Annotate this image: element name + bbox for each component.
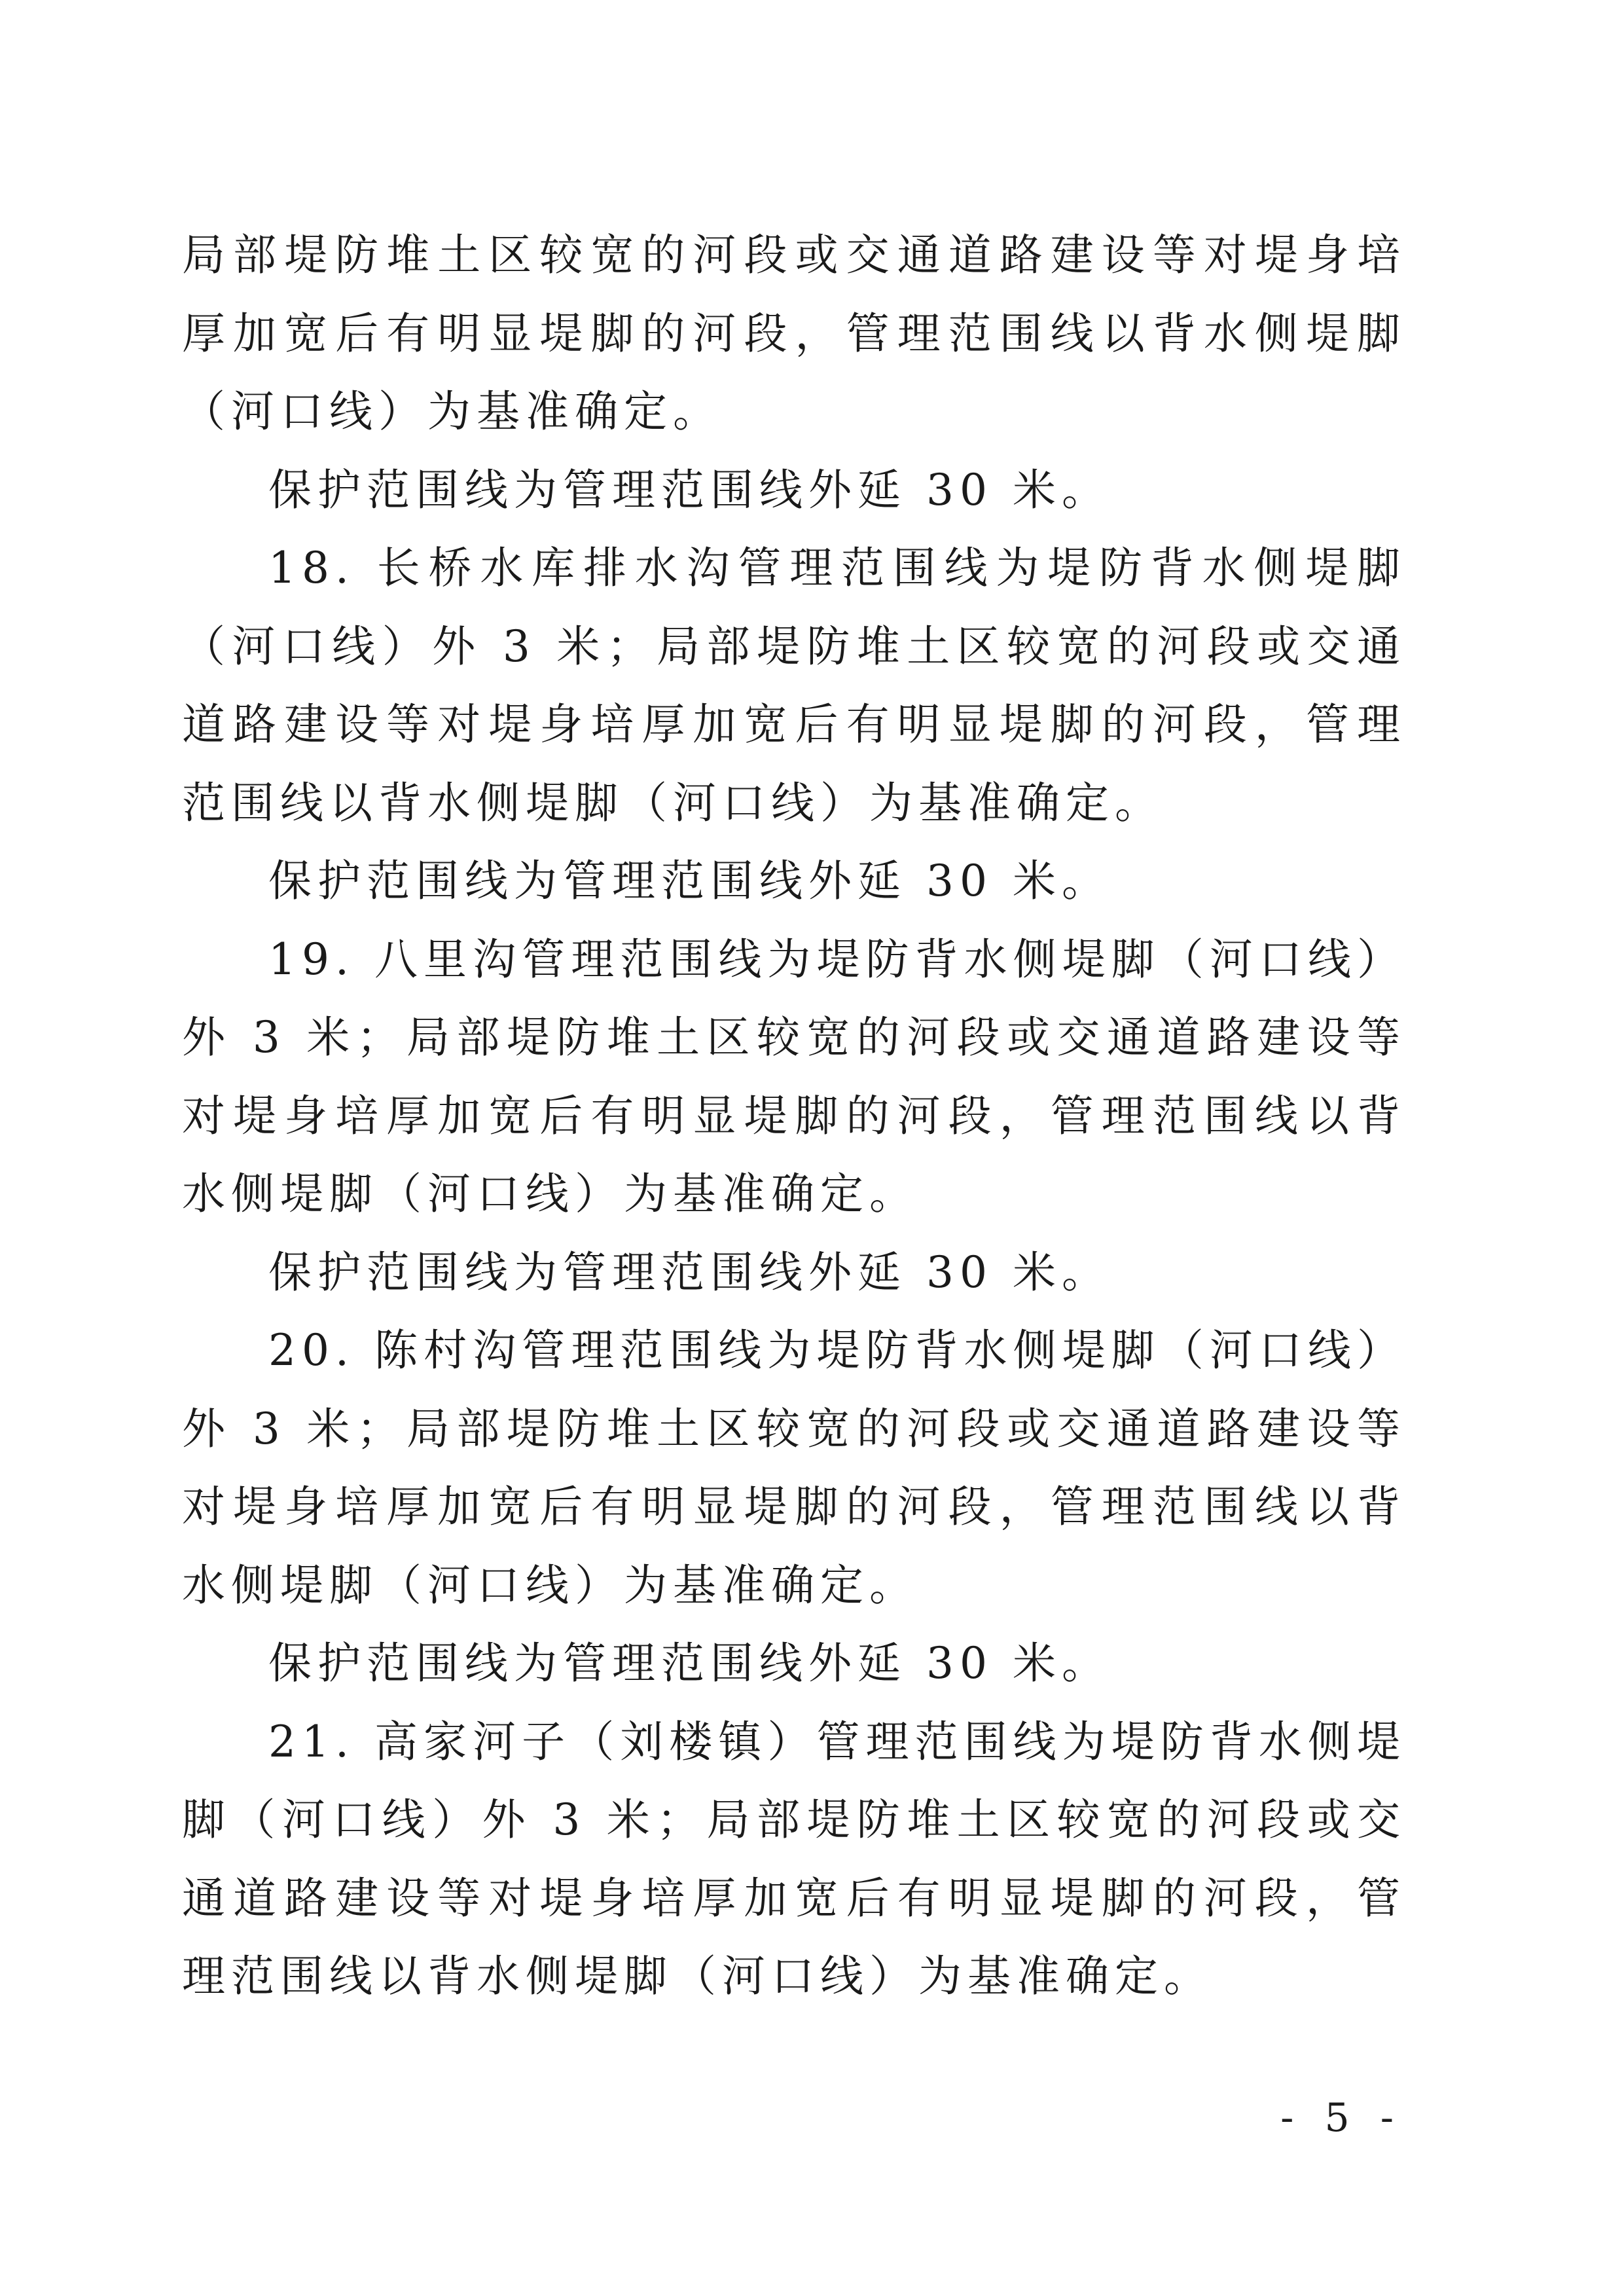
paragraph: 保护范围线为管理范围线外延 30 米。: [268, 464, 1111, 515]
paragraph: 局部堤防堆土区较宽的河段或交通道路建设等对堤身培厚加宽后有明显堤脚的河段，管理范围线以背水侧堤脚（河口线）为基准确定。: [182, 230, 1406, 437]
document-body: [182, 216, 1406, 2016]
paragraph: 21. 高家河子（刘楼镇）管理范围线为堤防背水侧堤脚（河口线）外 3 米；局部堤防堆土区较宽的河段或交通道路建设等对堤身培厚加宽后有明显堤脚的河段，管理范围线以背水侧堤脚（河口线）为基准确定。: [182, 1716, 1406, 2001]
paragraph: 18. 长桥水库排水沟管理范围线为堤防背水侧堤脚（河口线）外 3 米；局部堤防堆土区较宽的河段或交通道路建设等对堤身培厚加宽后有明显堤脚的河段，管理范围线以背水侧堤脚（河口线）为基准确定。: [182, 543, 1406, 828]
page-number: - 5 -: [1280, 2095, 1403, 2141]
paragraph: 20. 陈村沟管理范围线为堤防背水侧堤脚（河口线）外 3 米；局部堤防堆土区较宽的河段或交通道路建设等对堤身培厚加宽后有明显堤脚的河段，管理范围线以背水侧堤脚（河口线）为基准确定。: [182, 1325, 1406, 1611]
paragraph: 保护范围线为管理范围线外延 30 米。: [268, 856, 1111, 906]
paragraph: 保护范围线为管理范围线外延 30 米。: [268, 1247, 1111, 1298]
paragraph: 保护范围线为管理范围线外延 30 米。: [268, 1638, 1111, 1688]
paragraph: 19. 八里沟管理范围线为堤防背水侧堤脚（河口线）外 3 米；局部堤防堆土区较宽的河段或交通道路建设等对堤身培厚加宽后有明显堤脚的河段，管理范围线以背水侧堤脚（河口线）为基准确定。: [182, 934, 1406, 1219]
